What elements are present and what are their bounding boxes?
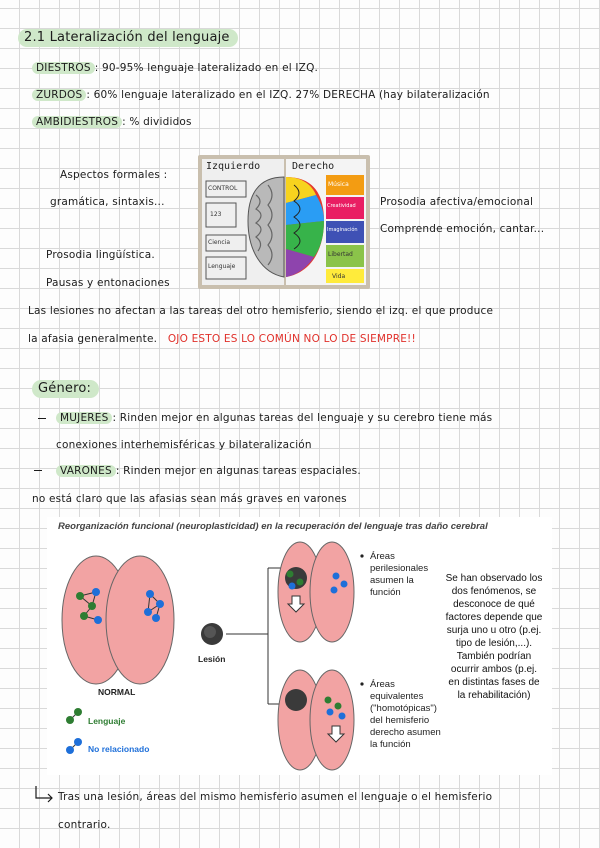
zurdos-label: ZURDOS	[32, 89, 86, 101]
photo-right-title: Derecho	[292, 161, 335, 172]
note-comprehend: Comprende emoción, cantar...	[380, 223, 545, 235]
photo-label-vida: Vida	[332, 273, 346, 280]
note-grammar: gramática, sintaxis...	[50, 196, 165, 208]
photo-label-libertad: Libertad	[328, 251, 353, 258]
bullet-dash	[34, 470, 42, 471]
note-formal-aspects: Aspectos formales :	[60, 169, 168, 181]
varones-line: VARONES : Rinden mejor en algunas tareas espaciales.	[56, 465, 361, 477]
figure-note: Se han observado los dos fenómenos, se desconoce de qué factores depende que surja uno u otro (p.ej. tipo de lesión,...). También podrían ocurrir ambos (p.ej. en distintas fases de la rehabilitación)	[445, 573, 543, 701]
photo-left-title: Izquierdo	[206, 161, 261, 172]
final-note-line-2: contrario.	[58, 819, 111, 831]
bullet-dash	[38, 418, 46, 419]
photo-label-musica: Música	[328, 181, 349, 188]
ambidiestros-label: AMBIDIESTROS	[32, 116, 122, 128]
homotopic-text: Áreas equivalentes ("homotópicas") del hemisferio derecho asumen la función	[370, 679, 441, 750]
photo-label-lenguaje: Lenguaje	[208, 263, 236, 270]
photo-label-control: CONTROL	[208, 185, 238, 192]
varones-label: VARONES	[56, 465, 116, 477]
photo-label-creatividad: Creatividad	[327, 203, 356, 209]
genero-title: Género:	[32, 381, 99, 396]
lesiones-line-2: la afasia generalmente. OJO ESTO ES LO COMÚN NO LO DE SIEMPRE!!	[28, 333, 416, 345]
figure-title: Reorganización funcional (neuroplasticidad) en la recuperación del lenguaje tras daño cerebral	[58, 521, 488, 532]
lesiones-line-1: Las lesiones no afectan a las tareas del otro hemisferio, siendo el izq. el que produce	[28, 305, 494, 317]
genero-conclusion: no está claro que las afasias sean más graves en varones	[32, 493, 347, 505]
note-pauses: Pausas y entonaciones	[46, 277, 170, 289]
mujeres-line-2: conexiones interhemisféricas y bilateralización	[56, 439, 312, 451]
photo-label-123: 123	[210, 211, 222, 218]
brain-hemispheres-photo	[198, 155, 370, 289]
perilesional-text: Áreas perilesionales asumen la función	[370, 551, 429, 598]
diestros-line: DIESTROS : 90-95% lenguaje lateralizado en el IZQ.	[32, 62, 318, 74]
arrow-mark	[36, 786, 52, 798]
photo-label-imaginacion: Imaginación	[327, 227, 358, 233]
legend-unrelated-label: No relacionado	[88, 744, 150, 754]
mujeres-label: MUJERES	[56, 412, 112, 424]
section-title: 2.1 Lateralización del lenguaje	[18, 30, 238, 45]
final-note-line-1: Tras una lesión, áreas del mismo hemisferio asumen el lenguaje o el hemisferio	[58, 791, 493, 803]
label-lesion: Lesión	[198, 654, 226, 664]
ambidiestros-line: AMBIDIESTROS : % divididos	[32, 116, 192, 128]
diestros-label: DIESTROS	[32, 62, 95, 74]
mujeres-line: MUJERES : Rinden mejor en algunas tareas del lenguaje y su cerebro tiene más	[56, 412, 492, 424]
zurdos-line: ZURDOS : 60% lenguaje lateralizado en el IZQ. 27% DERECHA (hay bilateralización	[32, 89, 490, 101]
photo-label-ciencia: Ciencia	[208, 239, 230, 246]
lesiones-warning: OJO ESTO ES LO COMÚN NO LO DE SIEMPRE!!	[167, 333, 416, 345]
label-normal: NORMAL	[98, 687, 136, 697]
note-affective: Prosodia afectiva/emocional	[380, 196, 534, 208]
legend-language-label: Lenguaje	[88, 716, 126, 726]
note-prosody: Prosodia lingüística.	[46, 249, 155, 261]
